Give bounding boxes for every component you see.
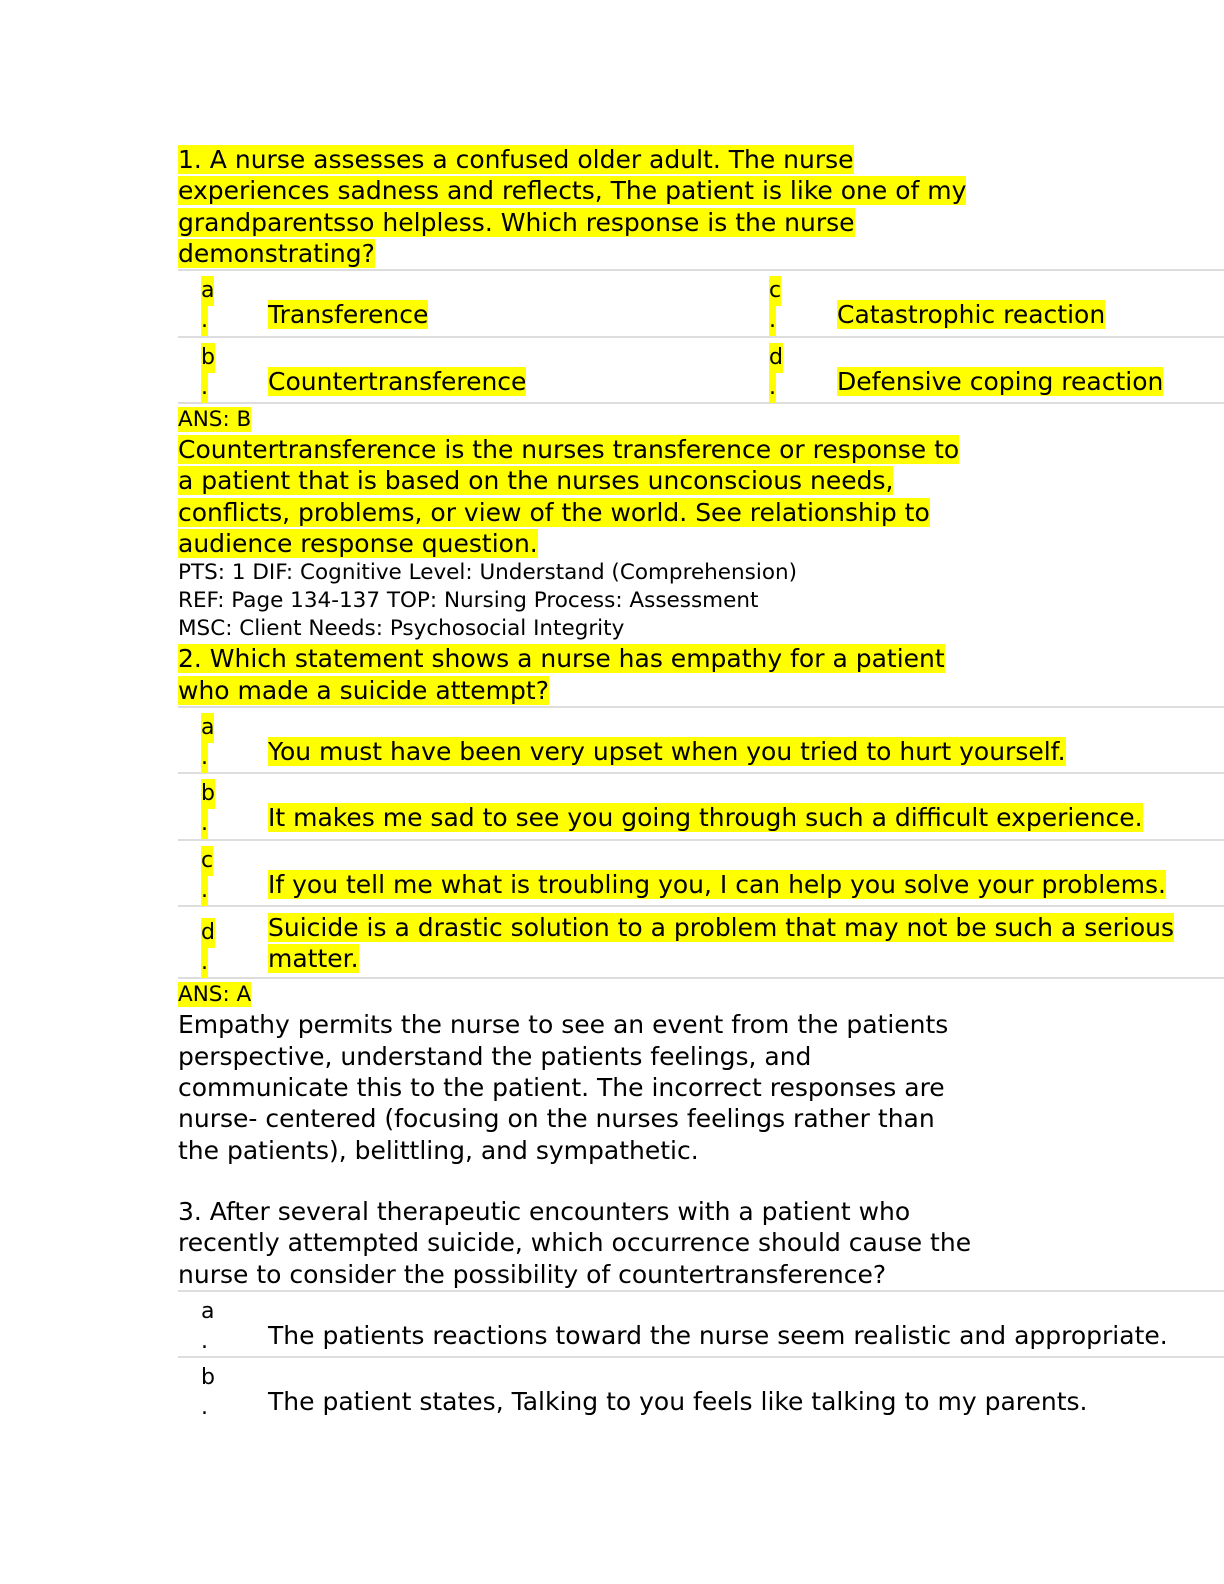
option-letter: c . (769, 276, 781, 336)
document-content (178, 144, 1224, 1423)
option-d (178, 907, 1224, 979)
option-text: If you tell me what is troubling you, I can help you solve your problems. (268, 869, 1166, 899)
option-letter: d . (201, 918, 215, 978)
question-2-stem: 2. Which statement shows a nurse has empathy for a patient who made a suicide attempt? (178, 644, 945, 705)
question-2-options (178, 706, 1224, 980)
option-b (178, 774, 1224, 841)
option-c (178, 841, 1224, 908)
option-letter: d . (769, 343, 783, 403)
answer-label: ANS: B (178, 407, 252, 433)
option-d (746, 338, 1224, 403)
option-letter: b . (201, 343, 215, 403)
option-text: Catastrophic reaction (837, 300, 1106, 330)
question-3 (178, 1196, 1224, 1423)
rationale: Empathy permits the nurse to see an event from the patients perspective, understand the patients feelings, and communicate this to the patient. The incorrect responses are nurse- centered (focusing on the nurses feelings rather than the patients), belittling, and sympathetic. (178, 1010, 949, 1165)
option-letter: a . (201, 276, 214, 336)
option-text: Transference (268, 300, 429, 330)
option-letter: b . (201, 779, 215, 839)
option-text: You must have been very upset when you tried to hurt yourself. (268, 736, 1066, 766)
question-1-stem: 1. A nurse assesses a confused older adult. The nurse experiences sadness and reflects, The patient is like one of my grandparentsso helpless. Which response is the nurse demonstrating? (178, 145, 967, 268)
option-a (178, 271, 738, 336)
option-a (178, 708, 1224, 775)
option-text: The patients reactions toward the nurse seem realistic and appropriate. (268, 1320, 1168, 1350)
option-letter: a . (201, 1298, 215, 1354)
option-a (178, 1292, 1224, 1359)
question-2 (178, 643, 1224, 1166)
answer-label: ANS: A (178, 982, 252, 1008)
rationale: Countertransference is the nurses transference or response to a patient that is based on the nurses unconscious needs, conflicts, problems, or view of the world. See relationship to audience response question. (178, 435, 960, 559)
question-1-options (178, 269, 1224, 404)
options-row (178, 271, 1224, 338)
option-text: Defensive coping reaction (837, 366, 1164, 396)
option-text: Suicide is a drastic solution to a problem that may not be such a serious matter. (268, 913, 1174, 974)
options-row (178, 338, 1224, 405)
option-text: It makes me sad to see you going through such a difficult experience. (268, 803, 1143, 833)
meta-pts: PTS: 1 DIF: Cognitive Level: Understand (Comprehension) (178, 560, 797, 586)
option-letter: c . (201, 846, 213, 906)
option-text: Countertransference (268, 366, 527, 396)
question-3-stem: 3. After several therapeutic encounters with a patient who recently attempted suicide, which occurrence should cause the nurse to consider the possibility of countertransference? (178, 1196, 972, 1289)
option-text: The patient states, Talking to you feels like talking to my parents. (268, 1387, 1088, 1417)
option-c (746, 271, 1224, 336)
option-b (178, 338, 738, 403)
question-3-options (178, 1290, 1224, 1423)
option-letter: a . (201, 713, 214, 773)
option-b (178, 1358, 1224, 1423)
option-letter: b . (201, 1365, 215, 1421)
meta-ref: REF: Page 134-137 TOP: Nursing Process: Assessment (178, 588, 759, 614)
meta-msc: MSC: Client Needs: Psychosocial Integrity (178, 616, 625, 642)
question-1 (178, 144, 1224, 643)
